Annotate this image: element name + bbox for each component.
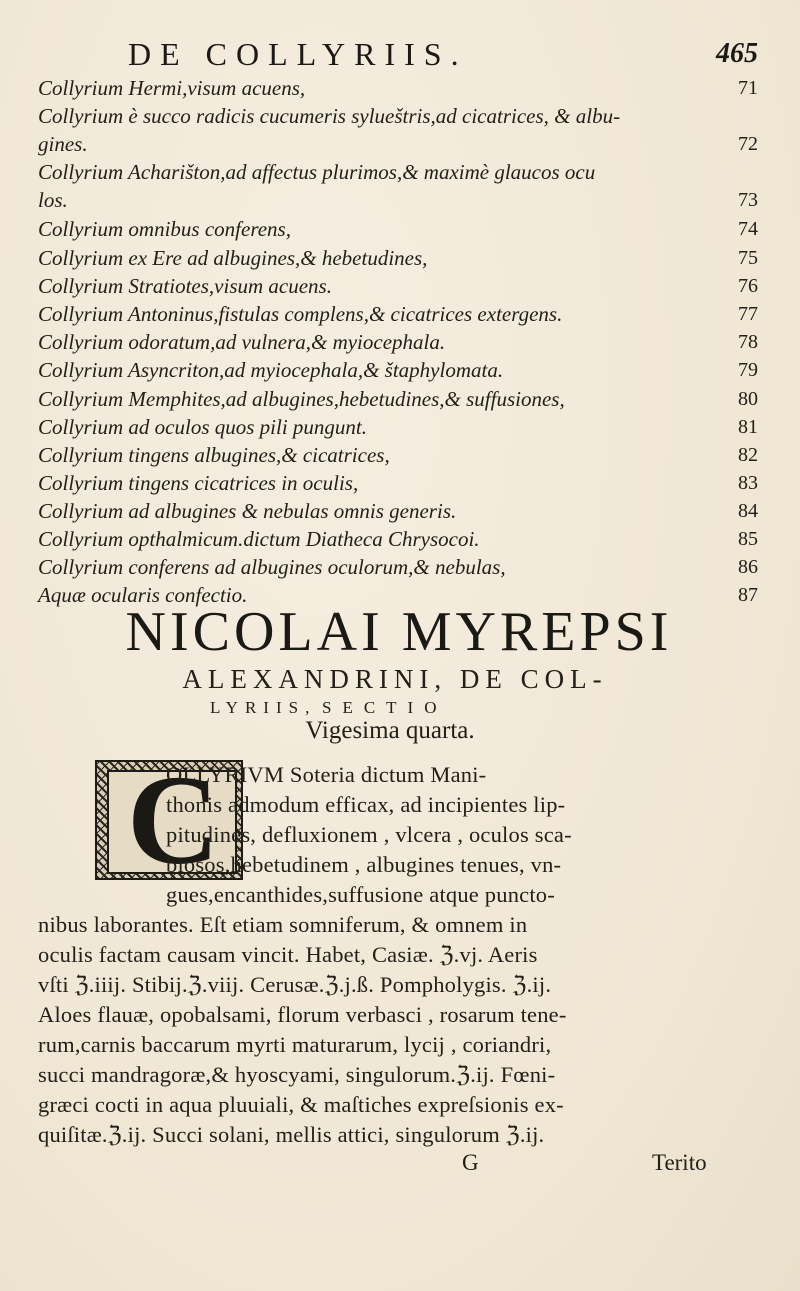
text-line: gues,encanthides,suffusione atque puncto- [166,882,555,907]
index-entry [38,130,778,158]
text-line: pitudines, defluxionem , vlcera , oculos sca- [166,822,572,847]
index-entry-text: Collyrium Memphites,ad albugines,hebetudines,& suffusiones, [38,387,565,411]
index-entry-text: Collyrium tingens albugines,& cicatrices, [38,443,390,467]
index-entry-number: 77 [738,303,758,325]
index-entry-number: 87 [738,584,758,606]
index-entry [38,553,778,581]
section-label: SECTIO [322,698,448,717]
index-entry-text: Collyrium ex Ere ad albugines,& hebetudines, [38,246,428,270]
index-entry-text: Aquæ ocularis confectio. [38,583,248,607]
index-entry-text: Collyrium conferens ad albugines oculorum,& nebulas, [38,555,506,579]
index-entry-text: Collyrium odoratum,ad vulnera,& myiocephala. [38,330,446,354]
section-subtitle: ALEXANDRINI, DE COL- [182,664,608,694]
index-entry-text: Collyrium Asyncriton,ad myiocephala,& štaphylomata. [38,358,504,382]
index-entry [38,497,778,525]
index-entry-number: 74 [738,218,758,240]
index-entry-text: Collyrium Hermi,visum acuens, [38,76,306,100]
text-line: græci cocti in aqua pluuiali, & maſtiches expreſsionis ex- [38,1092,564,1117]
index-entry-text: Collyrium ad oculos quos pili pungunt. [38,415,368,439]
index-entry-number: 85 [738,528,758,550]
index-entry [38,74,778,102]
index-entry-number: 82 [738,444,758,466]
index-entry [38,356,778,384]
text-line: nibus laborantes. Eſt etiam somniferum, & omnem in [38,912,528,937]
catchword: Terito [652,1150,707,1175]
index-entry-text: Collyrium ad albugines & nebulas omnis generis. [38,499,457,523]
text-line: biosos,hebetudinem , albugines tenues, vn- [166,852,562,877]
index-entry-number: 80 [738,388,758,410]
index-entry [38,441,778,469]
text-line: quiſitæ.ℨ.ij. Succi solani, mellis attici, singulorum ℨ.ij. [38,1122,545,1147]
index-entry-text: Collyrium tingens cicatrices in oculis, [38,471,359,495]
index-entry-number: 71 [738,77,758,99]
index-entry-text: Collyrium è succo radicis cucumeris sylueštris,ad cicatrices, & albu- [38,104,621,128]
signature-mark: G [462,1150,479,1175]
index-entry-number: 86 [738,556,758,578]
index-entry [38,186,778,214]
index-entry-number: 73 [738,189,758,211]
text-line: Aloes flauæ, opobalsami, florum verbasci , rosarum tene- [38,1002,567,1027]
section-author-heading: NICOLAI MYREPSI [125,601,673,663]
index-entry-number: 78 [738,331,758,353]
running-title: DE COLLYRIIS. [128,36,468,72]
index-entry [38,328,778,356]
index-entry-text: Collyrium omnibus conferens, [38,217,291,241]
index-entry [38,385,778,413]
running-head [128,36,758,76]
index-entry-text: Collyrium Antoninus,fistulas complens,& cicatrices extergens. [38,302,563,326]
index-entry [38,525,778,553]
index-entry-number: 76 [738,275,758,297]
text-line: vſti ℨ.iiij. Stibij.ℨ.viij. Cerusæ.ℨ.j.ß. Pompholygis. ℨ.ij. [38,972,552,997]
index-entry [38,300,778,328]
index-entry [38,469,778,497]
index-entry-text: Collyrium opthalmicum.dictum Diatheca Chrysocoi. [38,527,480,551]
initial-letter: C [127,749,220,891]
index-entry-number: 84 [738,500,758,522]
index-entry-text: Collyrium Acharišton,ad affectus plurimos,& maximè glaucos ocu [38,160,596,184]
text-line: oculis factam causam vincit. Habet, Casiæ. ℨ.vj. Aeris [38,942,538,967]
index-entry [38,102,778,130]
text-line: rum,carnis baccarum myrti maturarum, lycij , coriandri, [38,1032,552,1057]
section-number: Vigesima quarta. [305,717,475,744]
index-entry-text: los. [38,188,68,212]
index-entry [38,272,778,300]
index-entry-number: 72 [738,133,758,155]
index-entry [38,244,778,272]
index-entry [38,158,778,186]
section-subtitle-word: LYRIIS, [210,698,317,717]
section-subtitle-line2 [210,698,550,718]
text-line: succi mandragoræ,& hyoscyami, singulorum.ℨ.ij. Fœni- [38,1062,556,1087]
page-number: 465 [716,38,758,69]
index-entry-text: gines. [38,132,88,156]
index-entry-number: 81 [738,416,758,438]
index-entry-number: 75 [738,247,758,269]
text-line: thonis admodum efficax, ad incipientes lip- [166,792,566,817]
index-entry [38,215,778,243]
text-line: OLLYRIVM Soteria dictum Mani- [166,762,487,787]
index-entry-text: Collyrium Stratiotes,visum acuens. [38,274,332,298]
index-entry-number: 79 [738,359,758,381]
index-entry [38,413,778,441]
index-entry-number: 83 [738,472,758,494]
